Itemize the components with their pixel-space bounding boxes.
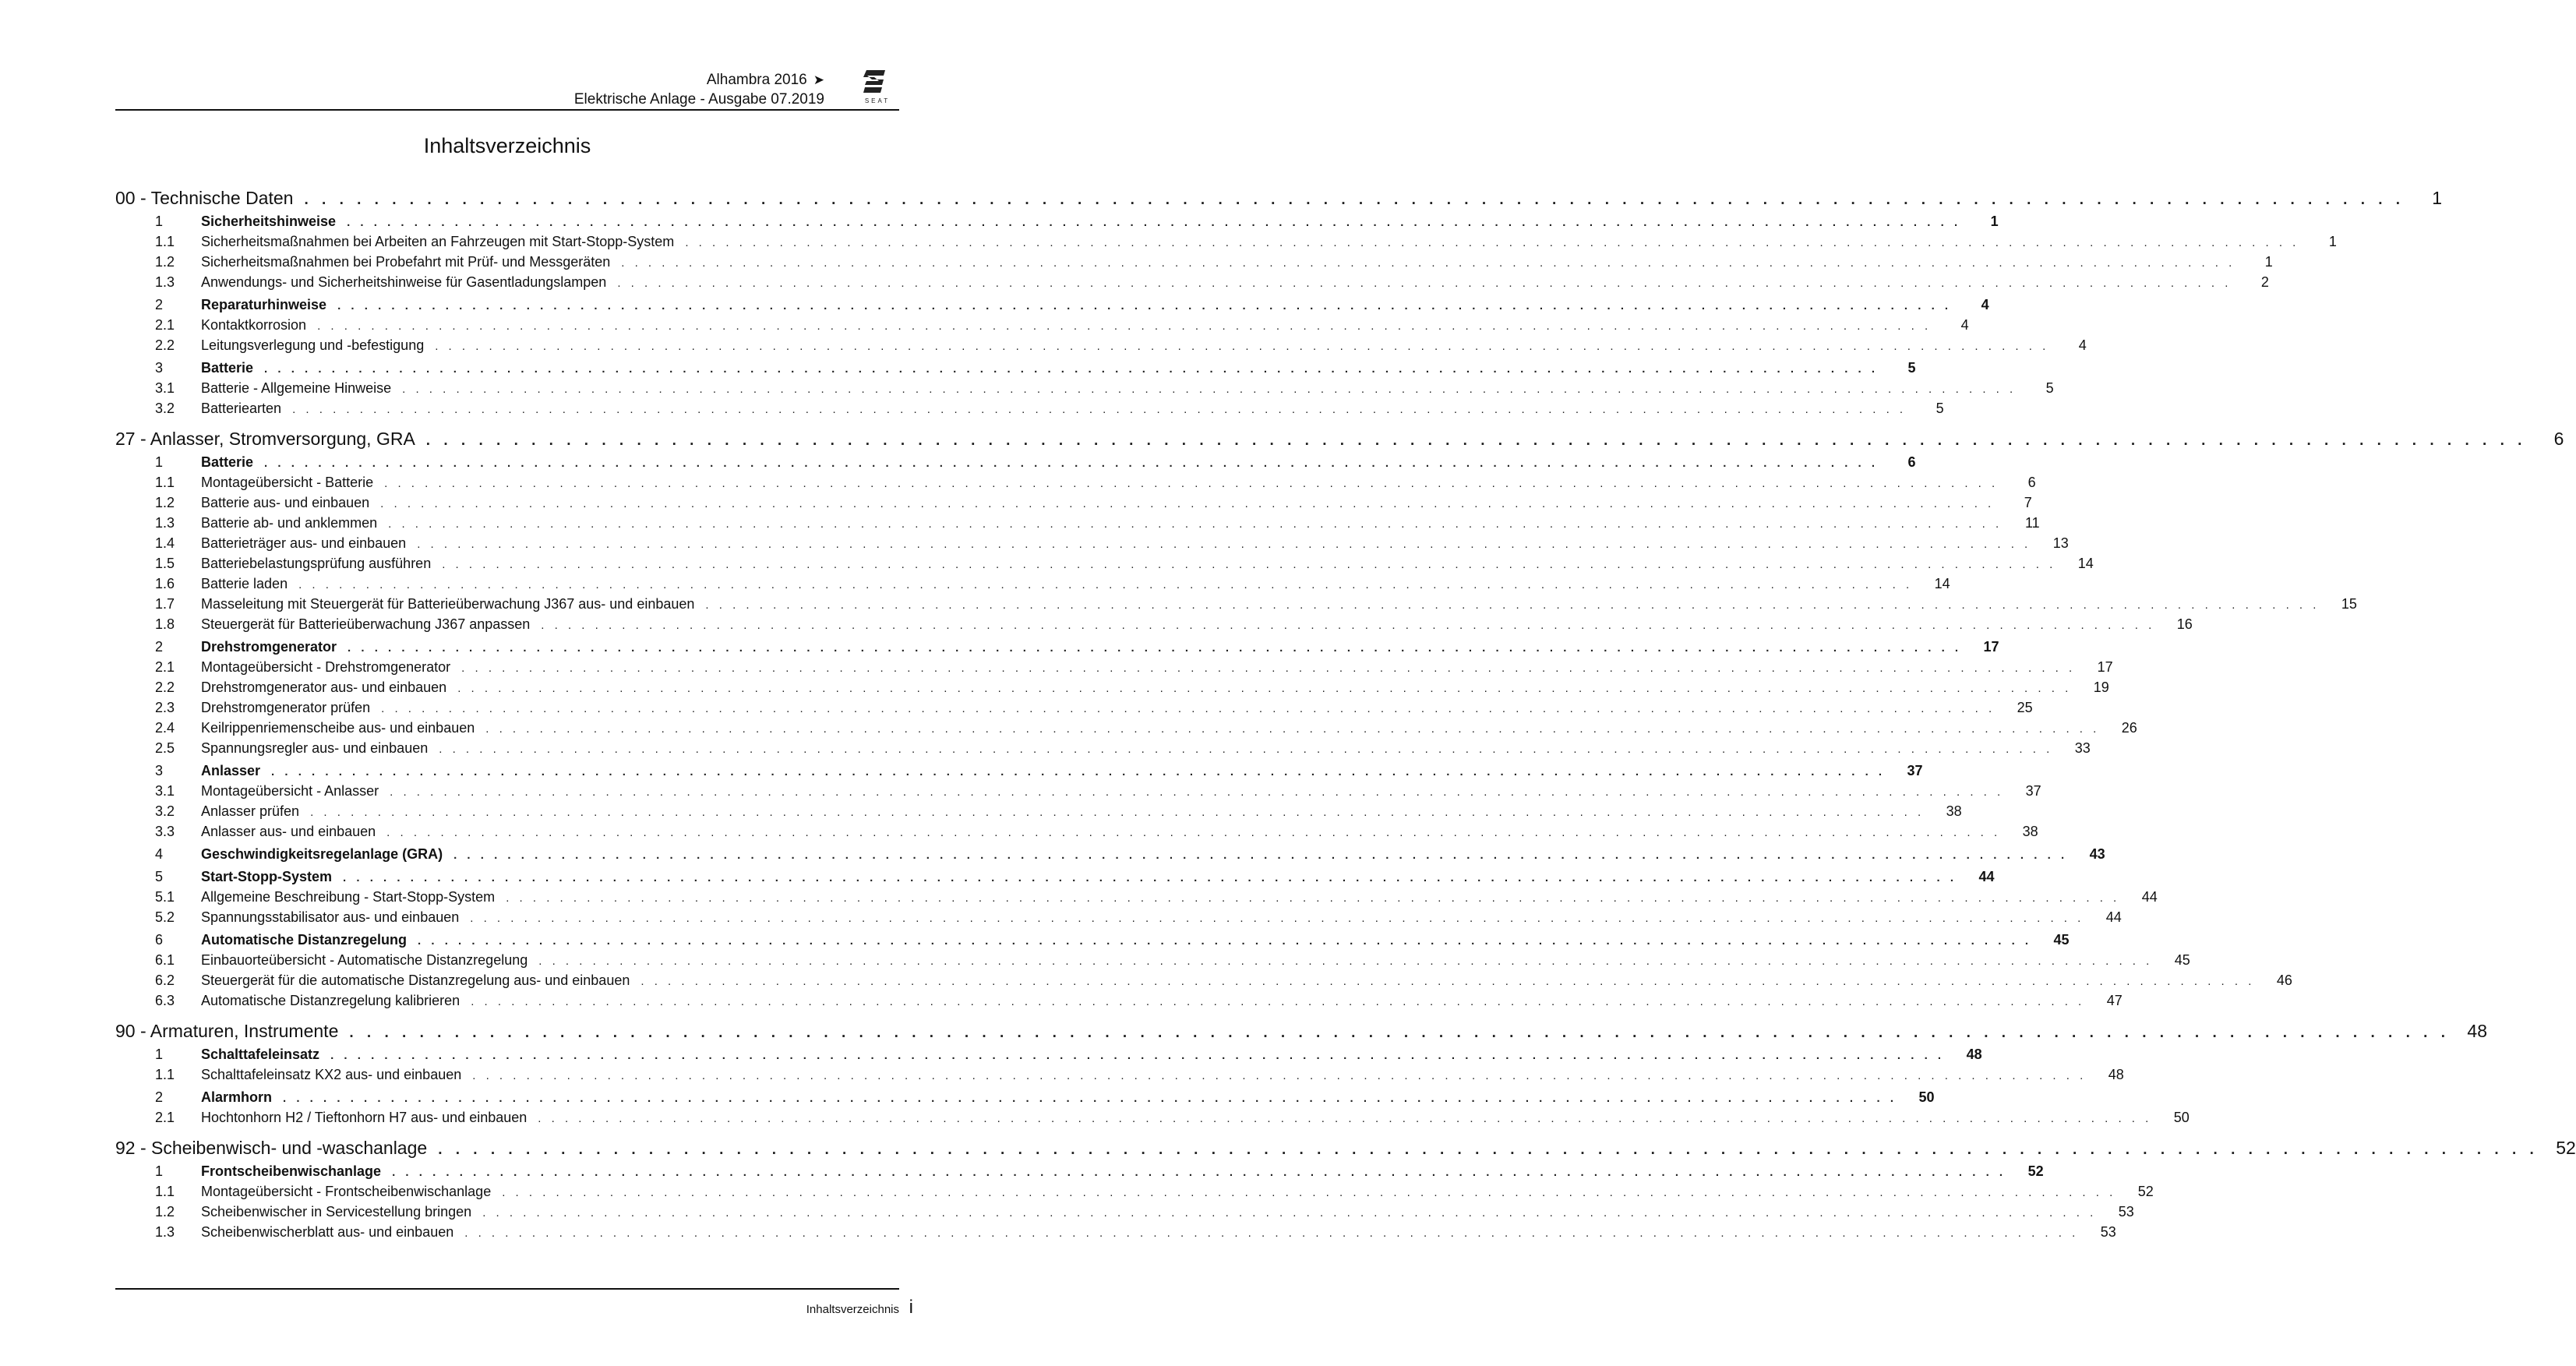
toc-entry-page: 37 bbox=[2025, 783, 2041, 799]
toc-subsection-row[interactable] bbox=[115, 1204, 2134, 1224]
toc-entry-title: Leitungsverlegung und -befestigung bbox=[201, 337, 425, 353]
toc-section-row[interactable] bbox=[115, 214, 1999, 234]
toc-entry-title: Drehstromgenerator aus- und einbauen bbox=[201, 679, 447, 695]
toc-entry-number: 6.2 bbox=[155, 972, 175, 988]
toc-leader-dots: . . . . . . . . . . . . . . . . . . . . . . . . . . . . . . . . . . . . . . . . . . . . . . . . . . . . . . . . . . . . . . . . . . . . . . . . . . . . . . . . . . . . . . . . . . . . . . . . . . . . . . . . . . . . . . . . . . . . . . . . bbox=[464, 1227, 2079, 1240]
toc-leader-dots: . . . . . . . . . . . . . . . . . . . . . . . . . . . . . . . . . . . . . . . . . . . . . . . . . . . . . . . . . . . . . . . . . . . . . . . . . . . . . . . . . . . . . . . . . . . . . . . . . . . . . . . . . . . . . . . . . . . . . . . . bbox=[453, 849, 2068, 862]
toc-entry-number: 1 bbox=[155, 1163, 164, 1179]
toc-subsection-row[interactable] bbox=[115, 616, 2193, 637]
toc-section-row[interactable] bbox=[115, 1089, 1935, 1110]
toc-entry-title: Schalttafeleinsatz bbox=[201, 1047, 320, 1062]
toc-entry-number: 3.1 bbox=[155, 783, 175, 799]
toc-section-row[interactable] bbox=[115, 1047, 1982, 1067]
toc-leader-dots: . . . . . . . . . . . . . . . . . . . . . . . . . . . . . . . . . . . . . . . . . . . . . . . . . . . . . . . . . . . . . . . . . . . . . . . . . . . . . . . . . . . . . . . . . . . . . . . . . . . . . . . . . . . . . . . . . . . . . . . . bbox=[471, 995, 2085, 1008]
toc-entry-number: 1 bbox=[155, 1047, 164, 1062]
toc-subsection-row[interactable] bbox=[115, 495, 2032, 515]
toc-entry-title: Alarmhorn bbox=[201, 1089, 273, 1105]
toc-section-row[interactable] bbox=[115, 639, 1999, 659]
toc-section-row[interactable] bbox=[115, 869, 1995, 889]
toc-entry-title: Keilrippenriemenscheibe aus- und einbauen bbox=[201, 720, 475, 736]
toc-leader-dots: . . . . . . . . . . . . . . . . . . . . . . . . . . . . . . . . . . . . . . . . . . . . . . . . . . . . . . . . . . . . . . . . . . . . . . . . . . . . . . . . . . . . . . . . . . . . . . . . . . . . . . . . . . . . . . . . . . . . . . . . bbox=[621, 256, 2235, 270]
toc-entry-number: 2.5 bbox=[155, 740, 175, 756]
toc-entry-title: Drehstromgenerator prüfen bbox=[201, 700, 371, 715]
toc-subsection-row[interactable] bbox=[115, 909, 2122, 930]
toc-entry-page: 14 bbox=[1934, 576, 1950, 591]
toc-entry-number: 6.1 bbox=[155, 952, 175, 968]
toc-subsection-row[interactable] bbox=[115, 1110, 2190, 1130]
toc-entry-page: 17 bbox=[2097, 659, 2113, 675]
toc-subsection-row[interactable] bbox=[115, 556, 2094, 576]
toc-entry-page: 26 bbox=[2121, 720, 2137, 736]
toc-entry-title: Spannungsstabilisator aus- und einbauen bbox=[201, 909, 460, 925]
toc-entry-title: Anlasser prüfen bbox=[201, 803, 300, 819]
toc-entry-number: 3 bbox=[155, 360, 164, 376]
toc-entry-page: 45 bbox=[2053, 932, 2070, 948]
toc-subsection-row[interactable] bbox=[115, 679, 2109, 700]
toc-leader-dots: . . . . . . . . . . . . . . . . . . . . . . . . . . . . . . . . . . . . . . . . . . . . . . . . . . . . . . . . . . . . . . . . . . . . . . . . . . . . . . . . . . . . . . . . . . . . . . . . . . . . . . . . . . . . . . . . . . . . . . . . bbox=[435, 340, 2049, 353]
toc-entry-title: Anlasser aus- und einbauen bbox=[201, 824, 376, 839]
toc-entry-title: Sicherheitshinweise bbox=[201, 214, 337, 229]
toc-entry-number: 1.3 bbox=[155, 515, 175, 531]
toc-entry-page: 2 bbox=[2260, 274, 2269, 290]
footer-rule bbox=[115, 1288, 899, 1290]
toc-chapter-row[interactable] bbox=[115, 188, 2443, 211]
toc-entry-page: 7 bbox=[2024, 495, 2032, 510]
toc-entry-title: Drehstromgenerator bbox=[201, 639, 337, 655]
toc-entry-number: 1.3 bbox=[155, 274, 175, 290]
toc-leader-dots: . . . . . . . . . . . . . . . . . . . . . . . . . . . . . . . . . . . . . . . . . . . . . . . . . . . . . . . . . . . . . . . . . . . . . . . . . . . . . . . . . . . . . . . . . . . . . . . . . . . . . . . . . . . . . . . . . . . . . . . . bbox=[685, 236, 2299, 249]
toc-entry-title: Batterieträger aus- und einbauen bbox=[201, 535, 407, 551]
toc-subsection-row[interactable] bbox=[115, 659, 2113, 679]
toc-entry-title: Anlasser bbox=[201, 763, 261, 778]
toc-subsection-row[interactable] bbox=[115, 889, 2158, 909]
footer-page-number: i bbox=[909, 1297, 913, 1318]
toc-leader-dots: . . . . . . . . . . . . . . . . . . . . . . . . . . . . . . . . . . . . . . . . . . . . . . . . . . . . . . . . . . . . . . . . . . . . . . . . . . . . . . . . . . . . . . . . . . . . . . . . . . . . . . . . . . . . . . . . . . . . . . . . bbox=[388, 517, 2003, 531]
toc-entry-page: 46 bbox=[2276, 972, 2292, 988]
toc-subsection-row[interactable] bbox=[115, 475, 2036, 495]
toc-leader-dots: . . . . . . . . . . . . . . . . . . . . . . . . . . . . . . . . . . . . . . . . . . . . . . . . . . . . . . . . . . . . . . . . . . . . . . . . . . . . . . . . . . . . . . . . . . . . . . . . . . . . . . . . . . . . . . . . . . . . . . . . bbox=[347, 216, 1961, 229]
toc-entry-title: Batterie aus- und einbauen bbox=[201, 495, 370, 510]
toc-entry-number: 1.6 bbox=[155, 576, 175, 591]
toc-leader-dots: . . . . . . . . . . . . . . . . . . . . . . . . . . . . . . . . . . . . . . . . . . . . . . . . . . . . . . . . . . . . . . . . . . . . . . . . . . . . . . . . . . . . . . . . . . . . . . . . . . . . . . . . . . . . . . . . . . . . . . . . bbox=[538, 1112, 2152, 1125]
toc-entry-page: 25 bbox=[2017, 700, 2033, 715]
toc-leader-dots: . . . . . . . . . . . . . . . . . . . . . . . . . . . . . . . . . . . . . . . . . . . . . . . . . . . . . . . . . . . . . . . . . . . . . . . . . . . . . . . . . . . . . . . . . . . . . . . . . . . . . . . . . . . . . . . . . . . . . . . . bbox=[482, 1206, 2097, 1220]
toc-entry-title: Steuergerät für die automatische Distanzregelung aus- und einbauen bbox=[201, 972, 630, 988]
toc-entry-number: 2.3 bbox=[155, 700, 175, 715]
toc-chapter-row[interactable] bbox=[115, 429, 2564, 452]
toc-entry-number: 5.2 bbox=[155, 909, 175, 925]
toc-entry-title: Hochtonhorn H2 / Tieftonhorn H7 aus- und einbauen bbox=[201, 1110, 528, 1125]
toc-entry-title: Montageübersicht - Batterie bbox=[201, 475, 374, 490]
toc-leader-dots: . . . . . . . . . . . . . . . . . . . . . . . . . . . . . . . . . . . . . . . . . . . . . . . . . . . . . . . . . . . . . . . . . . . . . . . . . . . . . . . . . . . . . . . . . . . . . . . . . . . . . . . . . . . . . . . . . . . . . . . . bbox=[485, 722, 2100, 736]
toc-entry-page: 1 bbox=[2264, 254, 2273, 270]
toc-leader-dots: . . . . . . . . . . . . . . . . . . . . . . . . . . . . . . . . . . . . . . . . . . . . . . . . . . . . . . . . . . . . . . . . . . . . . . . . . . . . . . . . . . . . . . . . . . . . . . . . . . . . . . . . . . . . . . . . . . . . . . . . bbox=[384, 477, 1999, 490]
toc-entry-page: 5 bbox=[1936, 401, 1944, 416]
toc-entry-title: Schalttafeleinsatz KX2 aus- und einbauen bbox=[201, 1067, 462, 1082]
toc-entry-number: 1.1 bbox=[155, 234, 175, 249]
toc-leader-dots: . . . . . . . . . . . . . . . . . . . . . . . . . . . . . . . . . . . . . . . . . . . . . . . . . . . . . . . . . . . . . . . . . . . . . . . . . . . . . . . . . . . . . . . . . . . . . . . . . . . . . . . . . . . . . . . . . . . . . . . . bbox=[348, 641, 1962, 655]
toc-subsection-row[interactable] bbox=[115, 1184, 2154, 1204]
toc-entry-number: 1.2 bbox=[155, 254, 175, 270]
toc-leader-dots: . . . . . . . . . . . . . . . . . . . . . . . . . . . . . . . . . . . . . . . . . . . . . . . . . . . . . . . . . . . . . . . . . . . . . . . . . . . . . . . . . . . . . . . . . . . . . . . . . . . . . . . . . . . . . . . . . . . . . . . . bbox=[310, 806, 1925, 819]
toc-entry-title: Batteriebelastungsprüfung ausführen bbox=[201, 556, 432, 571]
toc-subsection-row[interactable] bbox=[115, 596, 2357, 616]
toc-entry-page: 1 bbox=[2328, 234, 2337, 249]
toc-entry-page: 15 bbox=[2341, 596, 2357, 612]
toc-subsection-row[interactable] bbox=[115, 401, 1944, 421]
toc-leader-dots: . . . . . . . . . . . . . . . . . . . . . . . . . . . . . . . . . . . . . . . . . . . . . . . . . . . . . . . . . . . . . . . . . . . . . . . . . . . . . . . . . . . . . . . . . . . . . . . . . . . . . . . . . . . . . . . . . . . . . . . . bbox=[392, 1166, 2006, 1179]
toc-leader-dots: . . . . . . . . . . . . . . . . . . . . . . . . . . . . . . . . . . . . . . . . . . . . . . . . . . . . . . . . . . . . . . . . . . . . . . . . . . . . . . . . . . . . . . . . . . . . . . . . . . . . . . . . . . . . . . . . . . . . . . . . bbox=[283, 1092, 1897, 1105]
toc-entry-number: 1.1 bbox=[155, 1067, 175, 1082]
toc-entry-page: 14 bbox=[2077, 556, 2094, 571]
toc-entry-number: 3.1 bbox=[155, 380, 175, 396]
toc-entry-page: 1 bbox=[2432, 188, 2443, 208]
toc-entry-title: 27 - Anlasser, Stromversorgung, GRA bbox=[115, 429, 415, 449]
toc-entry-page: 48 bbox=[2467, 1021, 2487, 1041]
toc-entry-number: 1.1 bbox=[155, 475, 175, 490]
toc-leader-dots: . . . . . . . . . . . . . . . . . . . . . . . . . . . . . . . . . . . . . . . . . . . . . . . . . . . . . . . . . . . . . . . . . . . . . . . . . . . . . . . . . . . . . . . . . . . . . . . . . . . . . . . . . . . . . . . . . . . . . . . . bbox=[304, 192, 2405, 208]
toc-leader-dots: . . . . . . . . . . . . . . . . . . . . . . . . . . . . . . . . . . . . . . . . . . . . . . . . . . . . . . . . . . . . . . . . . . . . . . . . . . . . . . . . . . . . . . . . . . . . . . . . . . . . . . . . . . . . . . . . . . . . . . . . bbox=[425, 432, 2527, 449]
toc-entry-page: 53 bbox=[2100, 1224, 2116, 1240]
toc-chapter-row[interactable] bbox=[115, 1138, 2576, 1161]
toc-entry-number: 1.7 bbox=[155, 596, 175, 612]
toc-leader-dots: . . . . . . . . . . . . . . . . . . . . . . . . . . . . . . . . . . . . . . . . . . . . . . . . . . . . . . . . . . . . . . . . . . . . . . . . . . . . . . . . . . . . . . . . . . . . . . . . . . . . . . . . . . . . . . . . . . . . . . . . bbox=[298, 578, 1913, 591]
page-title: Inhaltsverzeichnis bbox=[423, 134, 591, 157]
toc-entry-number: 1.2 bbox=[155, 1204, 175, 1220]
toc-entry-page: 6 bbox=[2553, 429, 2564, 449]
toc-entry-page: 43 bbox=[2089, 846, 2105, 862]
toc-entry-number: 1.2 bbox=[155, 495, 175, 510]
toc-section-row[interactable] bbox=[115, 297, 1989, 317]
header-rule bbox=[115, 109, 899, 111]
toc-entry-page: 19 bbox=[2093, 679, 2109, 695]
arrow-right-icon: ➤ bbox=[813, 72, 824, 87]
toc-entry-page: 4 bbox=[2078, 337, 2087, 353]
toc-entry-title: Geschwindigkeitsregelanlage (GRA) bbox=[201, 846, 443, 862]
toc-entry-title: Automatische Distanzregelung kalibrieren bbox=[201, 993, 461, 1008]
toc-chapter-row[interactable] bbox=[115, 1021, 2487, 1044]
toc-subsection-row[interactable] bbox=[115, 1224, 2116, 1244]
toc-leader-dots: . . . . . . . . . . . . . . . . . . . . . . . . . . . . . . . . . . . . . . . . . . . . . . . . . . . . . . . . . . . . . . . . . . . . . . . . . . . . . . . . . . . . . . . . . . . . . . . . . . . . . . . . . . . . . . . . . . . . . . . . bbox=[438, 1142, 2539, 1158]
toc-entry-number: 2.1 bbox=[155, 1110, 175, 1125]
toc-entry-title: Spannungsregler aus- und einbauen bbox=[201, 740, 429, 756]
toc-entry-title: Anwendungs- und Sicherheitshinweise für Gasentladungslampen bbox=[201, 274, 607, 290]
toc-entry-page: 33 bbox=[2074, 740, 2091, 756]
toc-subsection-row[interactable] bbox=[115, 972, 2292, 993]
toc-leader-dots: . . . . . . . . . . . . . . . . . . . . . . . . . . . . . . . . . . . . . . . . . . . . . . . . . . . . . . . . . . . . . . . . . . . . . . . . . . . . . . . . . . . . . . . . . . . . . . . . . . . . . . . . . . . . . . . . . . . . . . . . bbox=[417, 538, 2031, 551]
page-header bbox=[115, 67, 899, 111]
toc-leader-dots: . . . . . . . . . . . . . . . . . . . . . . . . . . . . . . . . . . . . . . . . . . . . . . . . . . . . . . . . . . . . . . . . . . . . . . . . . . . . . . . . . . . . . . . . . . . . . . . . . . . . . . . . . . . . . . . . . . . . . . . . bbox=[640, 975, 2255, 988]
toc-subsection-row[interactable] bbox=[115, 515, 2040, 535]
toc-subsection-row[interactable] bbox=[115, 824, 2038, 844]
toc-entry-number: 2.1 bbox=[155, 659, 175, 675]
toc-entry-title: Allgemeine Beschreibung - Start-Stopp-System bbox=[201, 889, 496, 905]
toc-entry-title: Batterie bbox=[201, 360, 254, 376]
toc-entry-title: Batterie ab- und anklemmen bbox=[201, 515, 378, 531]
toc-leader-dots: . . . . . . . . . . . . . . . . . . . . . . . . . . . . . . . . . . . . . . . . . . . . . . . . . . . . . . . . . . . . . . . . . . . . . . . . . . . . . . . . . . . . . . . . . . . . . . . . . . . . . . . . . . . . . . . . . . . . . . . . bbox=[343, 871, 1957, 884]
toc-leader-dots: . . . . . . . . . . . . . . . . . . . . . . . . . . . . . . . . . . . . . . . . . . . . . . . . . . . . . . . . . . . . . . . . . . . . . . . . . . . . . . . . . . . . . . . . . . . . . . . . . . . . . . . . . . . . . . . . . . . . . . . . bbox=[349, 1025, 2450, 1041]
toc-subsection-row[interactable] bbox=[115, 1067, 2124, 1087]
toc-leader-dots: . . . . . . . . . . . . . . . . . . . . . . . . . . . . . . . . . . . . . . . . . . . . . . . . . . . . . . . . . . . . . . . . . . . . . . . . . . . . . . . . . . . . . . . . . . . . . . . . . . . . . . . . . . . . . . . . . . . . . . . . bbox=[439, 743, 2053, 756]
toc-entry-number: 2.2 bbox=[155, 337, 175, 353]
toc-entry-page: 52 bbox=[2027, 1163, 2044, 1179]
toc-entry-title: 92 - Scheibenwisch- und -waschanlage bbox=[115, 1138, 428, 1158]
header-edition: Elektrische Anlage - Ausgabe 07.2019 bbox=[573, 91, 824, 108]
toc-entry-title: Batterie laden bbox=[201, 576, 288, 591]
toc-entry-page: 52 bbox=[2137, 1184, 2154, 1199]
toc-entry-page: 16 bbox=[2176, 616, 2193, 632]
toc-entry-title: 00 - Technische Daten bbox=[115, 188, 294, 208]
toc-entry-page: 37 bbox=[1907, 763, 1923, 778]
toc-leader-dots: . . . . . . . . . . . . . . . . . . . . . . . . . . . . . . . . . . . . . . . . . . . . . . . . . . . . . . . . . . . . . . . . . . . . . . . . . . . . . . . . . . . . . . . . . . . . . . . . . . . . . . . . . . . . . . . . . . . . . . . . bbox=[502, 1186, 2116, 1199]
toc-leader-dots: . . . . . . . . . . . . . . . . . . . . . . . . . . . . . . . . . . . . . . . . . . . . . . . . . . . . . . . . . . . . . . . . . . . . . . . . . . . . . . . . . . . . . . . . . . . . . . . . . . . . . . . . . . . . . . . . . . . . . . . . bbox=[541, 619, 2155, 632]
toc-entry-number: 1.5 bbox=[155, 556, 175, 571]
table-of-contents bbox=[115, 188, 2576, 1244]
header-model: Alhambra 2016 ➤ bbox=[706, 72, 824, 88]
toc-entry-page: 48 bbox=[1966, 1047, 1982, 1062]
toc-leader-dots: . . . . . . . . . . . . . . . . . . . . . . . . . . . . . . . . . . . . . . . . . . . . . . . . . . . . . . . . . . . . . . . . . . . . . . . . . . . . . . . . . . . . . . . . . . . . . . . . . . . . . . . . . . . . . . . . . . . . . . . . bbox=[402, 383, 2017, 396]
toc-entry-page: 50 bbox=[2173, 1110, 2190, 1125]
toc-entry-page: 17 bbox=[1983, 639, 1999, 655]
toc-entry-title: Scheibenwischerblatt aus- und einbauen bbox=[201, 1224, 454, 1240]
toc-entry-title: Kontaktkorrosion bbox=[201, 317, 307, 333]
toc-section-row[interactable] bbox=[115, 846, 2105, 867]
toc-leader-dots: . . . . . . . . . . . . . . . . . . . . . . . . . . . . . . . . . . . . . . . . . . . . . . . . . . . . . . . . . . . . . . . . . . . . . . . . . . . . . . . . . . . . . . . . . . . . . . . . . . . . . . . . . . . . . . . . . . . . . . . . bbox=[317, 319, 1932, 333]
toc-section-row[interactable] bbox=[115, 932, 2070, 952]
toc-entry-title: Reparaturhinweise bbox=[201, 297, 327, 312]
toc-leader-dots: . . . . . . . . . . . . . . . . . . . . . . . . . . . . . . . . . . . . . . . . . . . . . . . . . . . . . . . . . . . . . . . . . . . . . . . . . . . . . . . . . . . . . . . . . . . . . . . . . . . . . . . . . . . . . . . . . . . . . . . . bbox=[386, 826, 2001, 839]
toc-entry-page: 44 bbox=[1978, 869, 1995, 884]
toc-leader-dots: . . . . . . . . . . . . . . . . . . . . . . . . . . . . . . . . . . . . . . . . . . . . . . . . . . . . . . . . . . . . . . . . . . . . . . . . . . . . . . . . . . . . . . . . . . . . . . . . . . . . . . . . . . . . . . . . . . . . . . . . bbox=[461, 662, 2076, 675]
toc-entry-title: Montageübersicht - Anlasser bbox=[201, 783, 379, 799]
toc-leader-dots: . . . . . . . . . . . . . . . . . . . . . . . . . . . . . . . . . . . . . . . . . . . . . . . . . . . . . . . . . . . . . . . . . . . . . . . . . . . . . . . . . . . . . . . . . . . . . . . . . . . . . . . . . . . . . . . . . . . . . . . . bbox=[472, 1069, 2087, 1082]
toc-subsection-row[interactable] bbox=[115, 535, 2069, 556]
toc-section-row[interactable] bbox=[115, 763, 1923, 783]
toc-entry-page: 11 bbox=[2024, 515, 2040, 531]
toc-entry-number: 1 bbox=[155, 454, 164, 470]
toc-entry-number: 2 bbox=[155, 639, 164, 655]
toc-entry-page: 48 bbox=[2108, 1067, 2124, 1082]
toc-entry-title: Sicherheitsmaßnahmen bei Arbeiten an Fahrzeugen mit Start-Stopp-System bbox=[201, 234, 675, 249]
toc-entry-page: 47 bbox=[2106, 993, 2123, 1008]
toc-entry-title: Masseleitung mit Steuergerät für Batterieüberwachung J367 aus- und einbauen bbox=[201, 596, 695, 612]
toc-entry-page: 45 bbox=[2174, 952, 2190, 968]
toc-subsection-row[interactable] bbox=[115, 337, 2087, 358]
toc-entry-number: 3 bbox=[155, 763, 164, 778]
toc-entry-page: 6 bbox=[1907, 454, 1916, 470]
seat-logo bbox=[856, 67, 899, 106]
toc-entry-title: Einbauortеübersicht - Automatische Distanzregelung bbox=[201, 952, 528, 968]
toc-entry-number: 3.2 bbox=[155, 401, 175, 416]
toc-subsection-row[interactable] bbox=[115, 234, 2337, 254]
toc-subsection-row[interactable] bbox=[115, 700, 2033, 720]
toc-entry-page: 13 bbox=[2052, 535, 2069, 551]
toc-subsection-row[interactable] bbox=[115, 317, 1969, 337]
toc-entry-page: 5 bbox=[1907, 360, 1916, 376]
toc-section-row[interactable] bbox=[115, 1163, 2044, 1184]
toc-leader-dots: . . . . . . . . . . . . . . . . . . . . . . . . . . . . . . . . . . . . . . . . . . . . . . . . . . . . . . . . . . . . . . . . . . . . . . . . . . . . . . . . . . . . . . . . . . . . . . . . . . . . . . . . . . . . . . . . . . . . . . . . bbox=[264, 362, 1879, 376]
toc-entry-number: 1.4 bbox=[155, 535, 175, 551]
toc-subsection-row[interactable] bbox=[115, 803, 1962, 824]
toc-entry-title: Batterie - Allgemeine Hinweise bbox=[201, 380, 392, 396]
toc-entry-number: 1.8 bbox=[155, 616, 175, 632]
toc-leader-dots: . . . . . . . . . . . . . . . . . . . . . . . . . . . . . . . . . . . . . . . . . . . . . . . . . . . . . . . . . . . . . . . . . . . . . . . . . . . . . . . . . . . . . . . . . . . . . . . . . . . . . . . . . . . . . . . . . . . . . . . . bbox=[390, 785, 2004, 799]
toc-entry-number: 1.3 bbox=[155, 1224, 175, 1240]
toc-section-row[interactable] bbox=[115, 360, 1916, 380]
toc-leader-dots: . . . . . . . . . . . . . . . . . . . . . . . . . . . . . . . . . . . . . . . . . . . . . . . . . . . . . . . . . . . . . . . . . . . . . . . . . . . . . . . . . . . . . . . . . . . . . . . . . . . . . . . . . . . . . . . . . . . . . . . . bbox=[264, 457, 1879, 470]
toc-entry-page: 38 bbox=[1946, 803, 1962, 819]
toc-subsection-row[interactable] bbox=[115, 993, 2123, 1013]
svg-text:SEAT: SEAT bbox=[864, 97, 891, 104]
toc-subsection-row[interactable] bbox=[115, 952, 2190, 972]
toc-entry-title: Steuergerät für Batterieüberwachung J367 anpassen bbox=[201, 616, 531, 632]
toc-entry-page: 50 bbox=[1918, 1089, 1935, 1105]
toc-entry-page: 38 bbox=[2022, 824, 2038, 839]
toc-entry-number: 3.2 bbox=[155, 803, 175, 819]
toc-subsection-row[interactable] bbox=[115, 720, 2137, 740]
toc-entry-title: Batterie bbox=[201, 454, 254, 470]
toc-leader-dots: . . . . . . . . . . . . . . . . . . . . . . . . . . . . . . . . . . . . . . . . . . . . . . . . . . . . . . . . . . . . . . . . . . . . . . . . . . . . . . . . . . . . . . . . . . . . . . . . . . . . . . . . . . . . . . . . . . . . . . . . bbox=[292, 403, 1907, 416]
toc-entry-title: Automatische Distanzregelung bbox=[201, 932, 408, 948]
toc-leader-dots: . . . . . . . . . . . . . . . . . . . . . . . . . . . . . . . . . . . . . . . . . . . . . . . . . . . . . . . . . . . . . . . . . . . . . . . . . . . . . . . . . . . . . . . . . . . . . . . . . . . . . . . . . . . . . . . . . . . . . . . . bbox=[271, 765, 1886, 778]
toc-entry-page: 6 bbox=[2027, 475, 2036, 490]
toc-entry-page: 4 bbox=[1960, 317, 1969, 333]
toc-subsection-row[interactable] bbox=[115, 740, 2091, 761]
toc-entry-number: 3.3 bbox=[155, 824, 175, 839]
toc-entry-title: Batteriearten bbox=[201, 401, 282, 416]
toc-entry-page: 52 bbox=[2556, 1138, 2576, 1158]
toc-entry-page: 4 bbox=[1981, 297, 1989, 312]
toc-subsection-row[interactable] bbox=[115, 783, 2041, 803]
toc-subsection-row[interactable] bbox=[115, 274, 2269, 295]
toc-leader-dots: . . . . . . . . . . . . . . . . . . . . . . . . . . . . . . . . . . . . . . . . . . . . . . . . . . . . . . . . . . . . . . . . . . . . . . . . . . . . . . . . . . . . . . . . . . . . . . . . . . . . . . . . . . . . . . . . . . . . . . . . bbox=[705, 598, 2320, 612]
toc-section-row[interactable] bbox=[115, 454, 1916, 475]
toc-entry-title: Frontscheibenwischanlage bbox=[201, 1163, 382, 1179]
toc-entry-page: 5 bbox=[2045, 380, 2054, 396]
toc-leader-dots: . . . . . . . . . . . . . . . . . . . . . . . . . . . . . . . . . . . . . . . . . . . . . . . . . . . . . . . . . . . . . . . . . . . . . . . . . . . . . . . . . . . . . . . . . . . . . . . . . . . . . . . . . . . . . . . . . . . . . . . . bbox=[380, 497, 1995, 510]
toc-leader-dots: . . . . . . . . . . . . . . . . . . . . . . . . . . . . . . . . . . . . . . . . . . . . . . . . . . . . . . . . . . . . . . . . . . . . . . . . . . . . . . . . . . . . . . . . . . . . . . . . . . . . . . . . . . . . . . . . . . . . . . . . bbox=[337, 299, 1952, 312]
toc-entry-number: 2 bbox=[155, 1089, 164, 1105]
toc-subsection-row[interactable] bbox=[115, 576, 1950, 596]
toc-entry-number: 1 bbox=[155, 214, 164, 229]
toc-leader-dots: . . . . . . . . . . . . . . . . . . . . . . . . . . . . . . . . . . . . . . . . . . . . . . . . . . . . . . . . . . . . . . . . . . . . . . . . . . . . . . . . . . . . . . . . . . . . . . . . . . . . . . . . . . . . . . . . . . . . . . . . bbox=[506, 891, 2120, 905]
toc-leader-dots: . . . . . . . . . . . . . . . . . . . . . . . . . . . . . . . . . . . . . . . . . . . . . . . . . . . . . . . . . . . . . . . . . . . . . . . . . . . . . . . . . . . . . . . . . . . . . . . . . . . . . . . . . . . . . . . . . . . . . . . . bbox=[457, 682, 2072, 695]
toc-subsection-row[interactable] bbox=[115, 254, 2273, 274]
toc-entry-title: Montageübersicht - Frontscheibenwischanlage bbox=[201, 1184, 492, 1199]
toc-leader-dots: . . . . . . . . . . . . . . . . . . . . . . . . . . . . . . . . . . . . . . . . . . . . . . . . . . . . . . . . . . . . . . . . . . . . . . . . . . . . . . . . . . . . . . . . . . . . . . . . . . . . . . . . . . . . . . . . . . . . . . . . bbox=[470, 912, 2084, 925]
toc-entry-page: 44 bbox=[2105, 909, 2122, 925]
toc-entry-title: Sicherheitsmaßnahmen bei Probefahrt mit Prüf- und Messgeräten bbox=[201, 254, 611, 270]
toc-entry-number: 2.4 bbox=[155, 720, 175, 736]
toc-entry-page: 44 bbox=[2141, 889, 2158, 905]
footer-label: Inhaltsverzeichnis bbox=[806, 1303, 899, 1316]
toc-leader-dots: . . . . . . . . . . . . . . . . . . . . . . . . . . . . . . . . . . . . . . . . . . . . . . . . . . . . . . . . . . . . . . . . . . . . . . . . . . . . . . . . . . . . . . . . . . . . . . . . . . . . . . . . . . . . . . . . . . . . . . . . bbox=[538, 955, 2153, 968]
toc-leader-dots: . . . . . . . . . . . . . . . . . . . . . . . . . . . . . . . . . . . . . . . . . . . . . . . . . . . . . . . . . . . . . . . . . . . . . . . . . . . . . . . . . . . . . . . . . . . . . . . . . . . . . . . . . . . . . . . . . . . . . . . . bbox=[442, 558, 2056, 571]
toc-entry-number: 2.2 bbox=[155, 679, 175, 695]
toc-entry-page: 53 bbox=[2118, 1204, 2134, 1220]
toc-entry-title: Start-Stopp-System bbox=[201, 869, 333, 884]
toc-subsection-row[interactable] bbox=[115, 380, 2054, 401]
toc-entry-number: 6.3 bbox=[155, 993, 175, 1008]
toc-entry-title: 90 - Armaturen, Instrumente bbox=[115, 1021, 339, 1041]
toc-entry-number: 2.1 bbox=[155, 317, 175, 333]
toc-entry-number: 2 bbox=[155, 297, 164, 312]
toc-entry-number: 5.1 bbox=[155, 889, 175, 905]
toc-entry-number: 6 bbox=[155, 932, 164, 948]
toc-entry-number: 4 bbox=[155, 846, 164, 862]
toc-leader-dots: . . . . . . . . . . . . . . . . . . . . . . . . . . . . . . . . . . . . . . . . . . . . . . . . . . . . . . . . . . . . . . . . . . . . . . . . . . . . . . . . . . . . . . . . . . . . . . . . . . . . . . . . . . . . . . . . . . . . . . . . bbox=[418, 934, 2032, 948]
toc-entry-number: 1.1 bbox=[155, 1184, 175, 1199]
toc-entry-title: Scheibenwischer in Servicestellung bringen bbox=[201, 1204, 472, 1220]
toc-entry-page: 1 bbox=[1990, 214, 1999, 229]
toc-leader-dots: . . . . . . . . . . . . . . . . . . . . . . . . . . . . . . . . . . . . . . . . . . . . . . . . . . . . . . . . . . . . . . . . . . . . . . . . . . . . . . . . . . . . . . . . . . . . . . . . . . . . . . . . . . . . . . . . . . . . . . . . bbox=[381, 702, 1996, 715]
toc-leader-dots: . . . . . . . . . . . . . . . . . . . . . . . . . . . . . . . . . . . . . . . . . . . . . . . . . . . . . . . . . . . . . . . . . . . . . . . . . . . . . . . . . . . . . . . . . . . . . . . . . . . . . . . . . . . . . . . . . . . . . . . . bbox=[617, 277, 2232, 290]
toc-entry-number: 5 bbox=[155, 869, 164, 884]
toc-leader-dots: . . . . . . . . . . . . . . . . . . . . . . . . . . . . . . . . . . . . . . . . . . . . . . . . . . . . . . . . . . . . . . . . . . . . . . . . . . . . . . . . . . . . . . . . . . . . . . . . . . . . . . . . . . . . . . . . . . . . . . . . bbox=[330, 1049, 1945, 1062]
toc-entry-title: Montageübersicht - Drehstromgenerator bbox=[201, 659, 451, 675]
